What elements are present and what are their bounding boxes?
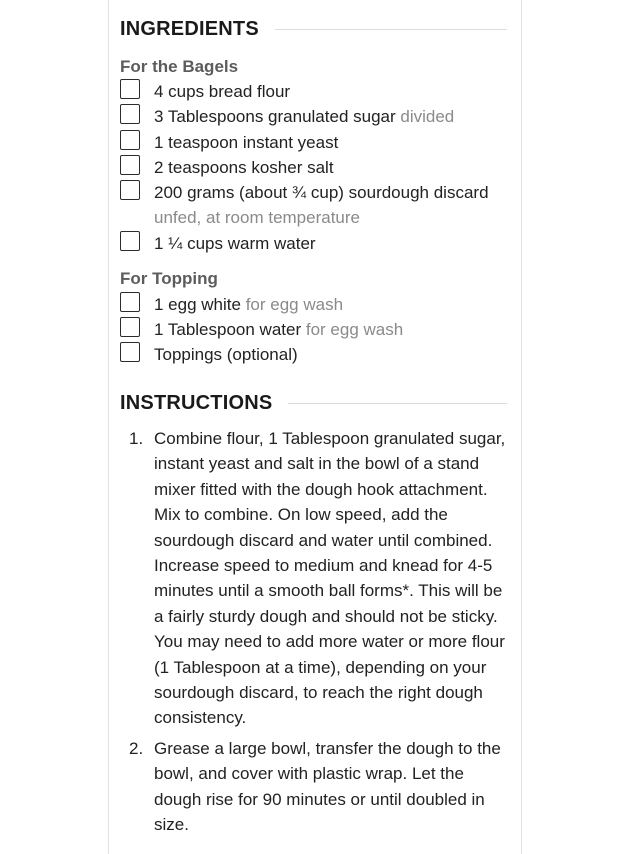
ingredients-heading: INGREDIENTS (120, 17, 259, 40)
ingredients-section-header (120, 15, 507, 43)
ingredient-text: 1 ¼ cups warm water (154, 234, 316, 253)
ingredient-checkbox[interactable] (120, 317, 140, 337)
step-line: sourdough discard, to reach the right dough (154, 683, 483, 703)
ingredient-checkbox[interactable] (120, 292, 140, 312)
ingredient-checkbox[interactable] (120, 231, 140, 251)
step-line: Mix to combine. On low speed, add the (154, 505, 448, 525)
ingredient-text: 1 teaspoon instant yeast (154, 133, 339, 152)
ingredient-checkbox[interactable] (120, 104, 140, 124)
step-line: a fairly sturdy dough and should not be sticky. (154, 606, 498, 626)
ingredient-checkbox[interactable] (120, 79, 140, 99)
step-line: mixer fitted with the dough hook attachment. (154, 479, 488, 499)
heading-divider (275, 29, 507, 30)
step-number: 2. (129, 739, 144, 758)
ingredient-text: 4 cups bread flour (154, 82, 291, 101)
step-line: instant yeast and salt in the bowl of a stand (154, 454, 480, 474)
ingredient-checkbox[interactable] (120, 130, 140, 150)
heading-divider (288, 403, 507, 404)
ingredient-text: 200 grams (about ¾ cup) sourdough discard (154, 183, 489, 202)
step-line: (1 Tablespoon at a time), depending on your (154, 657, 487, 677)
step-line: Grease a large bowl, transfer the dough to the (154, 739, 501, 758)
ingredient-note: for egg wash (305, 320, 404, 339)
ingredient-checkbox[interactable] (120, 155, 140, 175)
instructions-heading: INSTRUCTIONS (120, 391, 273, 414)
recipe-card (108, 0, 522, 854)
group-title-topping: For Topping (120, 269, 218, 288)
ingredient-text: Toppings (optional) (154, 345, 298, 364)
step-line: consistency. (154, 708, 247, 728)
step-line: size. (154, 815, 189, 835)
step-line: minutes until a smooth ball forms*. This will be (154, 581, 503, 601)
ingredient-text: 2 teaspoons kosher salt (154, 158, 334, 177)
step-number: 1. (129, 429, 144, 448)
step-line: Increase speed to medium and knead for 4-5 (154, 556, 493, 576)
ingredient-checkbox[interactable] (120, 180, 140, 200)
step-line: sourdough discard and water until combined. (154, 530, 493, 550)
step-line: Combine flour, 1 Tablespoon granulated sugar, (154, 429, 506, 448)
instructions-section-header (120, 389, 507, 417)
step-line: You may need to add more water or more flour (154, 632, 505, 652)
ingredient-text: 1 egg white (154, 295, 241, 314)
ingredient-note: for egg wash (245, 295, 344, 314)
step-line: dough rise for 90 minutes or until doubled in (154, 789, 485, 809)
ingredient-text: 3 Tablespoons granulated sugar (154, 107, 396, 126)
group-title-bagels: For the Bagels (120, 57, 239, 76)
step-text (154, 426, 524, 731)
step-line: bowl, and cover with plastic wrap. Let the (154, 764, 464, 784)
ingredient-note: unfed, at room temperature (154, 208, 361, 227)
step-text (154, 736, 524, 838)
ingredient-note: divided (400, 107, 455, 126)
ingredient-checkbox[interactable] (120, 342, 140, 362)
ingredient-text: 1 Tablespoon water (154, 320, 302, 339)
